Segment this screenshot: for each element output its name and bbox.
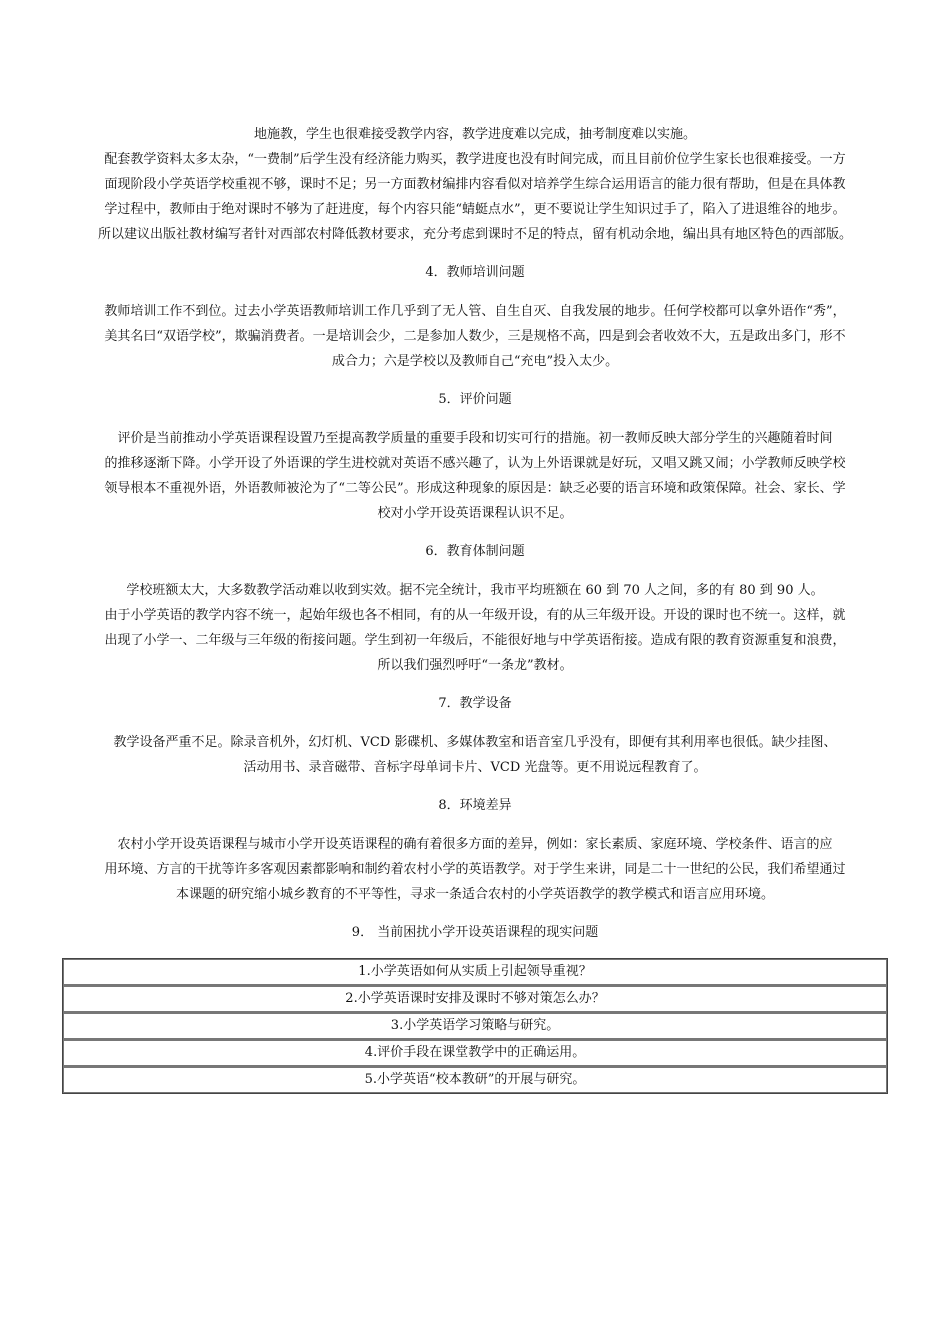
table-row — [63, 1039, 887, 1066]
text-line: 由于小学英语的教学内容不统一，起始年级也各不相同，有的从一年级开设，有的从三年级开设。开设的课时也不统一。这样，就 — [104, 608, 846, 623]
document-page — [62, 122, 888, 1094]
section-heading: 8．环境差异 — [438, 798, 512, 813]
intro-paragraph — [62, 122, 888, 247]
section-teacher-training — [62, 247, 888, 374]
text-line: 美其名曰“双语学校”，欺骗消费者。一是培训会少，二是参加人数少，三是规格不高，四是到会者收效不大，五是政出多门，形不 — [104, 329, 846, 344]
section-heading: 7．教学设备 — [438, 696, 512, 711]
text-line: 用环境、方言的干扰等许多客观因素都影响和制约着农村小学的英语教学。对于学生来讲，同是二十一世纪的公民，我们希望通过 — [104, 862, 846, 877]
text-line: 教学设备严重不足。除录音机外，幻灯机、VCD 影碟机、多媒体教室和语音室几乎没有，即便有其利用率也很低。缺少挂图、 — [113, 735, 837, 750]
text-line: 学校班额太大，大多数教学活动难以收到实效。据不完全统计，我市平均班额在 60 到 70 人之间，多的有 80 到 90 人。 — [126, 583, 824, 598]
text-line: 评价是当前推动小学英语课程设置乃至提高教学质量的重要手段和切实可行的措施。初一教师反映大部分学生的兴趣随着时间 — [117, 431, 833, 446]
text-line: 所以建议出版社教材编写者针对西部农村降低教材要求，充分考虑到课时不足的特点，留有机动余地，编出具有地区特色的西部版。 — [97, 227, 852, 242]
text-line: 地施教，学生也很难接受教学内容，教学进度难以完成，抽考制度难以实施。 — [253, 127, 696, 142]
section-heading: 6．教育体制问题 — [425, 544, 525, 559]
table-cell: 2.小学英语课时安排及课时不够对策怎么办？ — [63, 985, 887, 1012]
section-current-problems — [62, 907, 888, 1094]
text-line: 活动用书、录音磁带、音标字母单词卡片、VCD 光盘等。更不用说远程教育了。 — [243, 760, 707, 775]
text-line: 本课题的研究缩小城乡教育的不平等性，寻求一条适合农村的小学英语教学的教学模式和语言应用环境。 — [175, 887, 774, 902]
section-evaluation — [62, 374, 888, 526]
text-line: 领导根本不重视外语，外语教师被沦为了“二等公民”。形成这种现象的原因是：缺乏必要的语言环境和政策保障。社会、家长、学 — [104, 481, 846, 496]
text-line: 教师培训工作不到位。过去小学英语教师培训工作几乎到了无人管、自生自灭、自我发展的地步。任何学校都可以拿外语作“秀”， — [104, 304, 846, 319]
table-cell: 1.小学英语如何从实质上引起领导重视？ — [63, 959, 887, 985]
table-row — [63, 985, 887, 1012]
text-line: 的推移逐渐下降。小学开设了外语课的学生进校就对英语不感兴趣了，认为上外语课就是好玩，又唱又跳又闹；小学教师反映学校 — [104, 456, 846, 471]
table-cell: 3.小学英语学习策略与研究。 — [63, 1012, 887, 1039]
problems-table — [62, 958, 888, 1094]
section-heading: 5．评价问题 — [438, 392, 512, 407]
table-row — [63, 959, 887, 985]
text-line: 面现阶段小学英语学校重视不够，课时不足；另一方面教材编排内容看似对培养学生综合运用语言的能力很有帮助，但是在具体教 — [104, 177, 846, 192]
section-heading: 4．教师培训问题 — [425, 265, 525, 280]
text-line: 农村小学开设英语课程与城市小学开设英语课程的确有着很多方面的差异，例如：家长素质、家庭环境、学校条件、语言的应 — [117, 837, 833, 852]
table-row — [63, 1066, 887, 1093]
section-environment-difference — [62, 780, 888, 907]
text-line: 校对小学开设英语课程认识不足。 — [377, 506, 573, 521]
table-cell: 5.小学英语“校本教研”的开展与研究。 — [63, 1066, 887, 1093]
table-row — [63, 1012, 887, 1039]
text-line: 所以我们强烈呼吁“一条龙”教材。 — [377, 658, 573, 673]
text-line: 学过程中，教师由于绝对课时不够为了赶进度，每个内容只能“蜻蜓点水”，更不要说让学生知识过手了，陷入了进退维谷的地步。 — [104, 202, 846, 217]
text-line: 成合力；六是学校以及教师自己“充电”投入太少。 — [331, 354, 619, 369]
text-line: 出现了小学一、二年级与三年级的衔接问题。学生到初一年级后，不能很好地与中学英语衔接。造成有限的教育资源重复和浪费， — [104, 633, 846, 648]
section-teaching-equipment — [62, 678, 888, 780]
table-cell: 4.评价手段在课堂教学中的正确运用。 — [63, 1039, 887, 1066]
section-education-system — [62, 526, 888, 678]
section-heading: 9． 当前困扰小学开设英语课程的现实问题 — [351, 925, 599, 940]
text-line: 配套教学资料太多太杂，“一费制”后学生没有经济能力购买，教学进度也没有时间完成，而且目前价位学生家长也很难接受。一方 — [104, 152, 846, 167]
